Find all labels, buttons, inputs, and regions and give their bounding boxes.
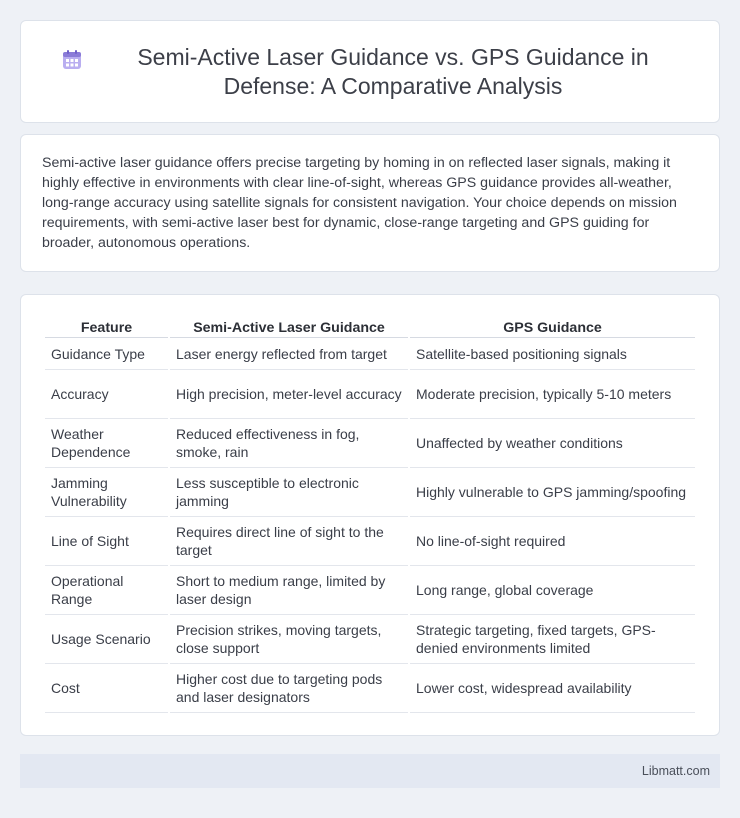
table-row [45,664,695,713]
table-row [45,468,695,517]
table-cell-laser: Higher cost due to targeting pods and laser designators [170,664,408,713]
title-card [20,20,720,123]
table-cell-feature: Jamming Vulnerability [45,468,168,517]
table-cell-feature: Guidance Type [45,338,168,370]
table-cell-gps: Long range, global coverage [410,566,695,615]
table-cell-laser: Requires direct line of sight to the target [170,517,408,566]
header-feature: Feature [45,318,168,338]
table-cell-feature: Accuracy [45,370,168,419]
table-row [45,615,695,664]
table-cell-laser: Precision strikes, moving targets, close support [170,615,408,664]
table-row [45,566,695,615]
table-cell-laser: High precision, meter-level accuracy [170,370,408,419]
intro-paragraph: Semi-active laser guidance offers precise targeting by homing in on reflected laser signals, making it highly effective in environments with clear line-of-sight, whereas GPS guidance provides all-weather, long-range accuracy using satellite signals for consistent navigation. Your choice depends on mission requirements, with semi-active laser best for dynamic, close-range targeting and GPS guiding for broader, autonomous operations. [42,155,677,251]
table-cell-gps: No line-of-sight required [410,517,695,566]
title-row [61,43,679,101]
table-cell-laser: Short to medium range, limited by laser design [170,566,408,615]
header-laser: Semi-Active Laser Guidance [170,318,408,338]
table-cell-feature: Usage Scenario [45,615,168,664]
table-cell-gps: Lower cost, widespread availability [410,664,695,713]
table-cell-gps: Unaffected by weather conditions [410,419,695,468]
table-cell-gps: Highly vulnerable to GPS jamming/spoofing [410,468,695,517]
table-row [45,338,695,370]
table-cell-feature: Line of Sight [45,517,168,566]
footer-brand[interactable]: Libmatt.com [641,764,710,778]
table-cell-laser: Reduced effectiveness in fog, smoke, rain [170,419,408,468]
table-header-row [45,318,695,338]
table-row [45,419,695,468]
table-cell-gps: Strategic targeting, fixed targets, GPS-denied environments limited [410,615,695,664]
table-cell-gps: Satellite-based positioning signals [410,338,695,370]
table-cell-feature: Operational Range [45,566,168,615]
table-cell-laser: Less susceptible to electronic jamming [170,468,408,517]
comparison-table [43,318,697,713]
footer [20,754,720,788]
page-title: Semi-Active Laser Guidance vs. GPS Guidance in Defense: A Comparative Analysis [137,43,649,99]
table-row [45,517,695,566]
header-gps: GPS Guidance [410,318,695,338]
table-cell-feature: Cost [45,664,168,713]
comparison-card [20,294,720,736]
intro-card [20,134,720,272]
calendar-icon [61,49,83,71]
table-cell-gps: Moderate precision, typically 5-10 meters [410,370,695,419]
table-cell-feature: Weather Dependence [45,419,168,468]
table-cell-laser: Laser energy reflected from target [170,338,408,370]
table-row [45,370,695,419]
